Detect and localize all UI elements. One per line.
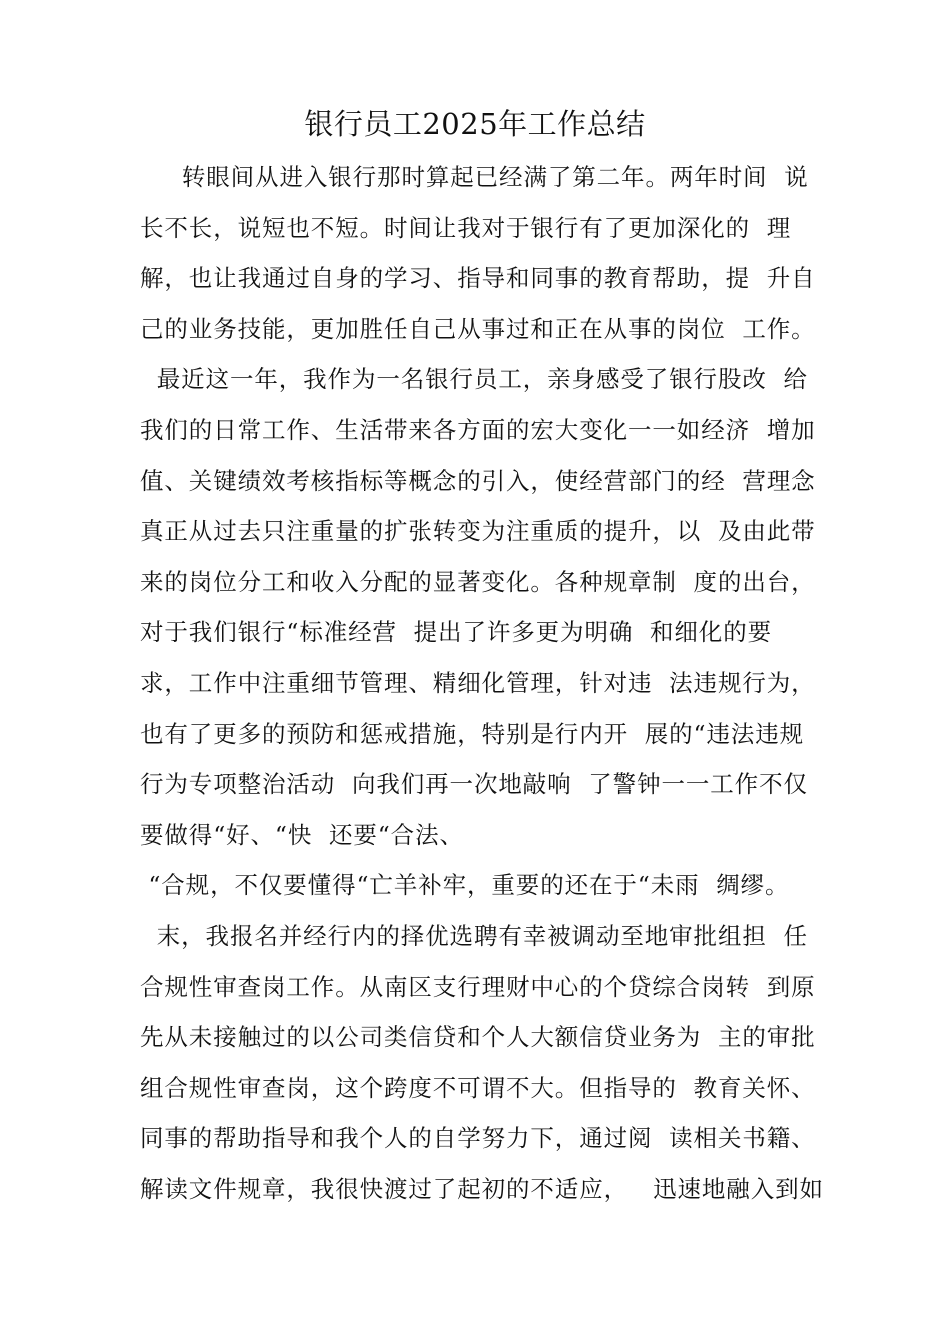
document-title: 银行员工2025年工作总结 bbox=[304, 107, 646, 141]
body-line: 值、关键绩效考核指标等概念的引入，使经营部门的经 营理念 bbox=[140, 466, 816, 495]
document-body bbox=[140, 152, 830, 1214]
body-line: 己的业务技能，更加胜任自己从事过和正在从事的岗位 工作。 bbox=[140, 314, 816, 343]
body-line: 也有了更多的预防和惩戒措施，特别是行内开 展的“违法违规 bbox=[140, 719, 805, 748]
body-line: 我们的日常工作、生活带来各方面的宏大变化一一如经济 增加 bbox=[140, 415, 816, 444]
body-line: 解读文件规章，我很快渡过了起初的不适应， 迅速地融入到如 bbox=[140, 1174, 824, 1203]
body-line: 长不长，说短也不短。时间让我对于银行有了更加深化的 理 bbox=[140, 213, 792, 242]
body-line: 求，工作中注重细节管理、精细化管理，针对违 法违规行为， bbox=[140, 668, 816, 697]
body-line: 行为专项整治活动 向我们再一次地敲响 了警钟一一工作不仅 bbox=[140, 770, 808, 799]
body-line: 同事的帮助指导和我个人的自学努力下，通过阅 读相关书籍、 bbox=[140, 1124, 816, 1153]
body-line: 转眼间从进入银行那时算起已经满了第二年。两年时间 说 bbox=[140, 163, 809, 191]
body-line: 先从未接触过的以公司类信贷和个人大额信贷业务为 主的审批 bbox=[140, 1023, 816, 1052]
body-line: 真正从过去只注重量的扩张转变为注重质的提升，以 及由此带 bbox=[140, 517, 816, 546]
body-line: 对于我们银行“标准经营 提出了许多更为明确 和细化的要 bbox=[140, 618, 772, 647]
body-line: 末，我报名并经行内的择优选聘有幸被调动至地审批组担 任 bbox=[140, 921, 808, 950]
body-line: 最近这一年，我作为一名银行员工，亲身感受了银行股改 给 bbox=[140, 365, 808, 394]
body-line: 组合规性审查岗，这个跨度不可谓不大。但指导的 教育关怀、 bbox=[140, 1073, 816, 1102]
body-line: “合规，不仅要懂得“亡羊补牢，重要的还在于“未雨 绸缪。 bbox=[140, 871, 790, 900]
body-line: 合规性审查岗工作。从南区支行理财中心的个贷综合岗转 到原 bbox=[140, 972, 816, 1001]
body-line: 解，也让我通过自身的学习、指导和同事的教育帮助，提 升自 bbox=[140, 264, 816, 293]
body-line: 来的岗位分工和收入分配的显著变化。各种规章制 度的出台， bbox=[140, 567, 816, 596]
body-line: 要做得“好、“快 还要“合法、 bbox=[140, 820, 464, 849]
